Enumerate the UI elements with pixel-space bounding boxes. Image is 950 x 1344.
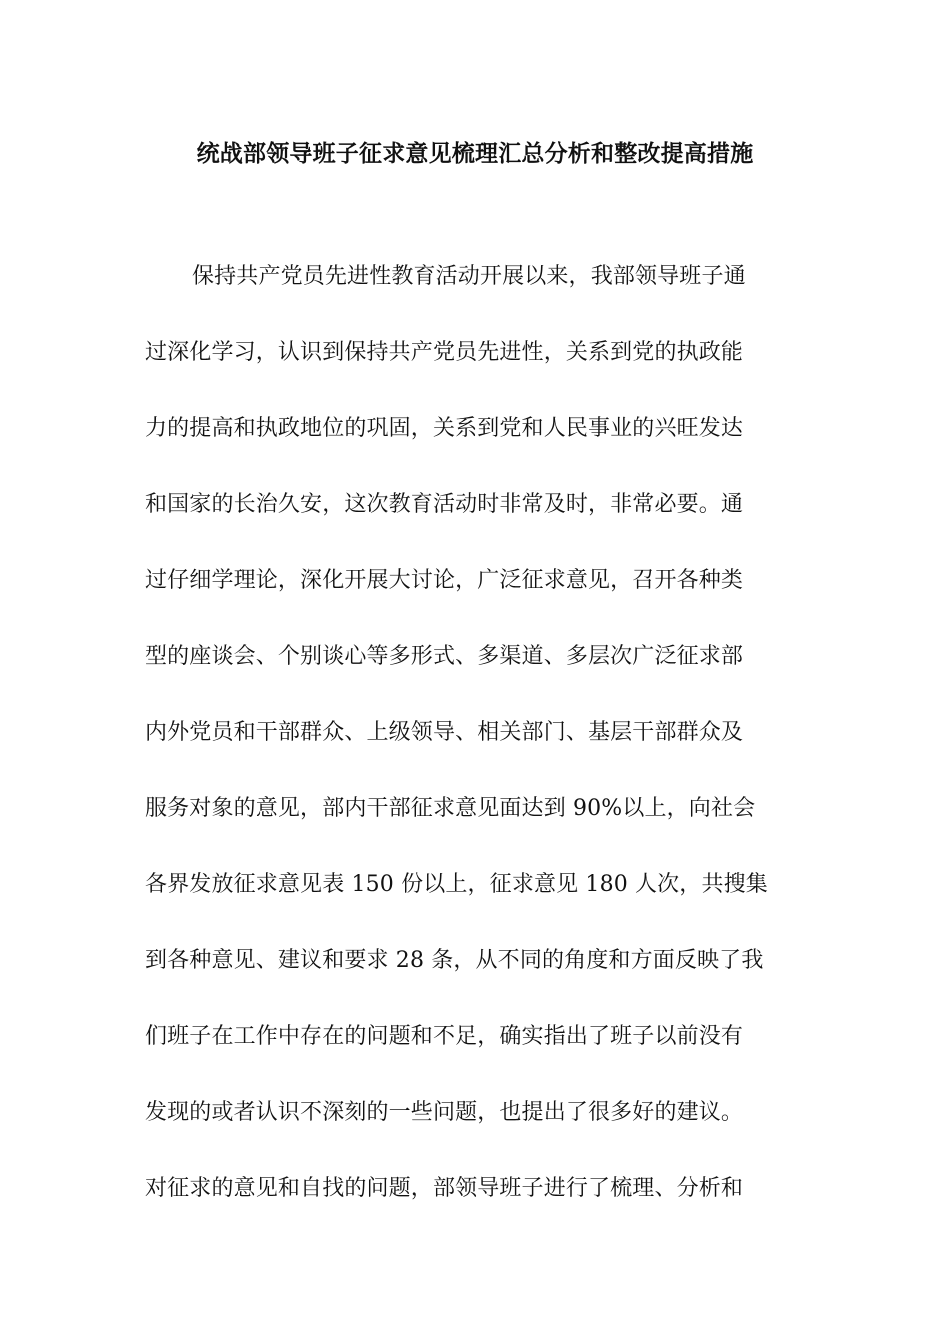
paragraph-line: 服务对象的意见，部内干部征求意见面达到 90%以上，向社会 [145, 796, 756, 821]
paragraph-line: 型的座谈会、个别谈心等多形式、多渠道、多层次广泛征求部 [145, 644, 744, 669]
paragraph-line: 过深化学习，认识到保持共产党员先进性，关系到党的执政能 [145, 340, 744, 365]
paragraph-line: 各界发放征求意见表 150 份以上，征求意见 180 人次，共搜集 [145, 872, 768, 897]
paragraph-line: 发现的或者认识不深刻的一些问题，也提出了很多好的建议。 [145, 1100, 744, 1125]
document-title: 统战部领导班子征求意见梳理汇总分析和整改提高措施 [196, 140, 754, 167]
paragraph-line: 和国家的长治久安，这次教育活动时非常及时，非常必要。通 [145, 492, 744, 517]
paragraph-line: 力的提高和执政地位的巩固，关系到党和人民事业的兴旺发达 [145, 416, 744, 441]
paragraph-line: 们班子在工作中存在的问题和不足，确实指出了班子以前没有 [145, 1024, 744, 1049]
paragraph-line: 内外党员和干部群众、上级领导、相关部门、基层干部群众及 [145, 720, 744, 745]
paragraph-line: 对征求的意见和自找的问题，部领导班子进行了梳理、分析和 [145, 1176, 744, 1201]
paragraph-line: 到各种意见、建议和要求 28 条，从不同的角度和方面反映了我 [145, 948, 764, 973]
paragraph-line: 保持共产党员先进性教育活动开展以来，我部领导班子通 [192, 264, 746, 289]
paragraph-line: 过仔细学理论，深化开展大讨论，广泛征求意见，召开各种类 [145, 568, 744, 593]
